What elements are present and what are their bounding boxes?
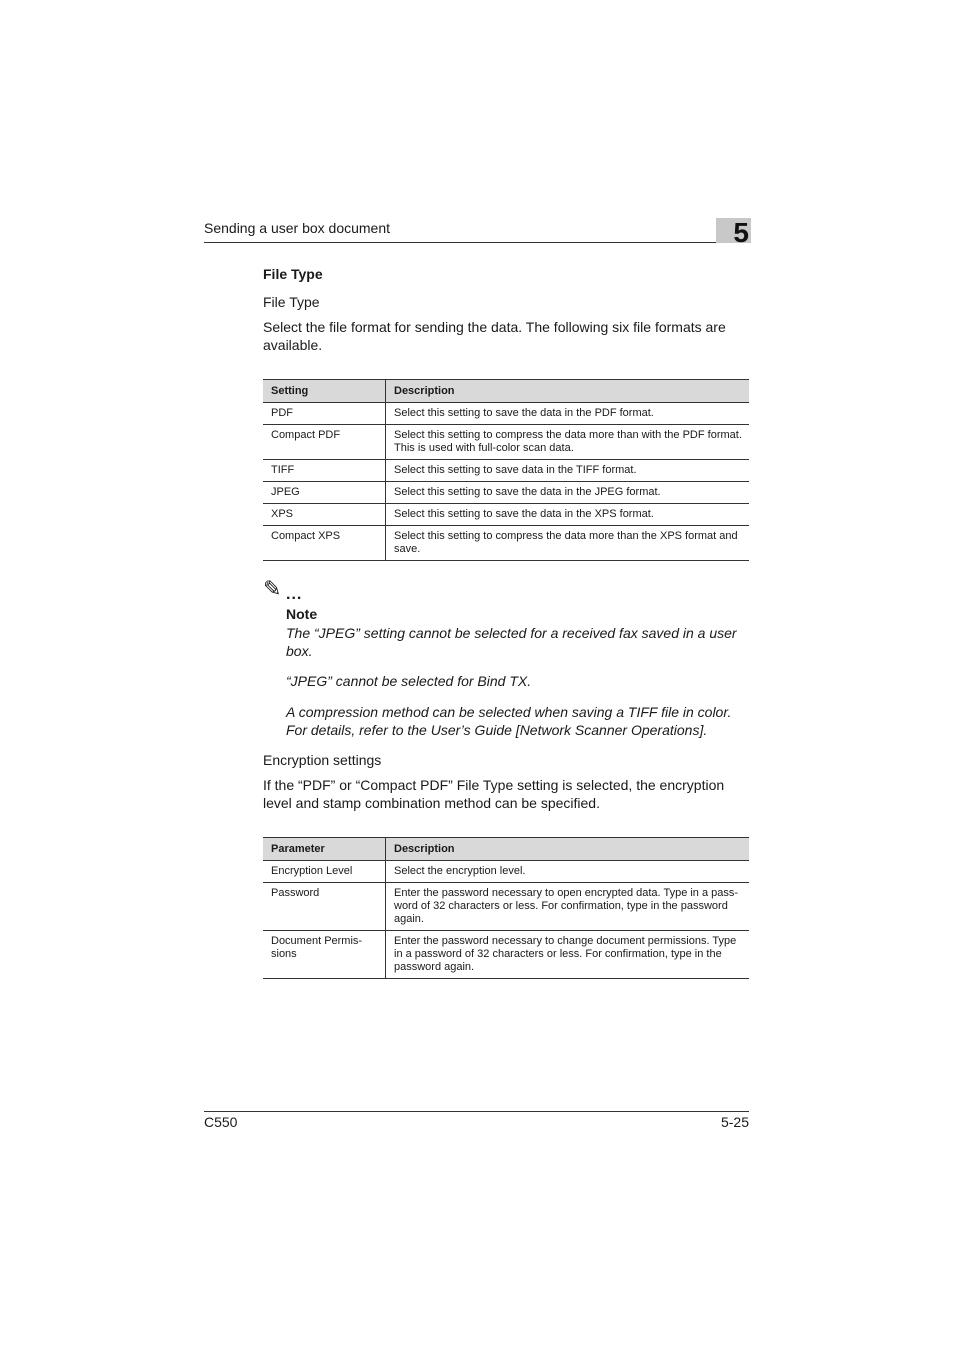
description-cell: Select this setting to save the data in the JPEG format. (386, 482, 750, 504)
description-cell: Select the encryption level. (386, 861, 750, 883)
header-rule (204, 242, 716, 243)
description-cell: Select this setting to compress the data more than with the PDF format. This is used with full-color scan data. (386, 425, 750, 460)
table-row (263, 425, 749, 460)
subsection-label: Encryption settings (263, 752, 382, 768)
setting-cell: PDF (263, 403, 386, 425)
note-item: “JPEG” cannot be selected for Bind TX. (286, 673, 532, 689)
file-type-table (263, 379, 749, 561)
table-row (263, 883, 749, 931)
description-cell: Select this setting to save the data in the XPS format. (386, 504, 750, 526)
description-cell: Select this setting to compress the data more than the XPS format and save. (386, 526, 750, 561)
encryption-table (263, 837, 749, 979)
footer-model: C550 (204, 1114, 238, 1130)
setting-cell: TIFF (263, 460, 386, 482)
table-row (263, 403, 749, 425)
section-intro: Select the file format for sending the data. The following six file formats are available. (263, 319, 726, 353)
table-row (263, 931, 749, 979)
parameter-cell: Password (263, 883, 386, 931)
setting-cell: Compact XPS (263, 526, 386, 561)
setting-cell: JPEG (263, 482, 386, 504)
table-row (263, 460, 749, 482)
description-cell: Select this setting to save the data in the PDF format. (386, 403, 750, 425)
column-header-setting: Setting (263, 380, 386, 403)
note-title: Note (286, 606, 318, 622)
column-header-description: Description (386, 838, 750, 861)
pencil-icon: ✎ (263, 576, 282, 601)
table-row (263, 482, 749, 504)
description-cell: Select this setting to save data in the TIFF format. (386, 460, 750, 482)
description-cell: Enter the password necessary to change document permissions. Type in a password of 32 characters or less. For confirmation, type in the password again. (386, 931, 750, 979)
footer-rule (204, 1111, 749, 1112)
encryption-intro: If the “PDF” or “Compact PDF” File Type setting is selected, the encryption level and stamp combination method can be specified. (263, 777, 725, 811)
subsection-label: File Type (263, 294, 320, 310)
column-header-parameter: Parameter (263, 838, 386, 861)
note-dots: ... (286, 586, 303, 603)
setting-cell: XPS (263, 504, 386, 526)
parameter-cell: Encryption Level (263, 861, 386, 883)
table-header-row (263, 380, 749, 403)
chapter-number-badge: 5 (716, 218, 751, 243)
note-item: A compression method can be selected when saving a TIFF file in color. For details, refer to the User’s Guide [Network Scanner Operations]. (286, 704, 732, 738)
description-cell: Enter the password necessary to open encrypted data. Type in a pass-word of 32 characters or less. For confirmation, type in the password again. (386, 883, 750, 931)
table-row (263, 526, 749, 561)
table-header-row (263, 838, 749, 861)
section-heading: File Type (263, 266, 323, 282)
table-row (263, 504, 749, 526)
page-number: 5-25 (720, 1114, 749, 1130)
column-header-description: Description (386, 380, 750, 403)
running-header-title: Sending a user box document (204, 220, 391, 236)
note-item: The “JPEG” setting cannot be selected for a received fax saved in a user box. (286, 625, 737, 659)
parameter-cell: Document Permis-sions (263, 931, 386, 979)
setting-cell: Compact PDF (263, 425, 386, 460)
table-row (263, 861, 749, 883)
